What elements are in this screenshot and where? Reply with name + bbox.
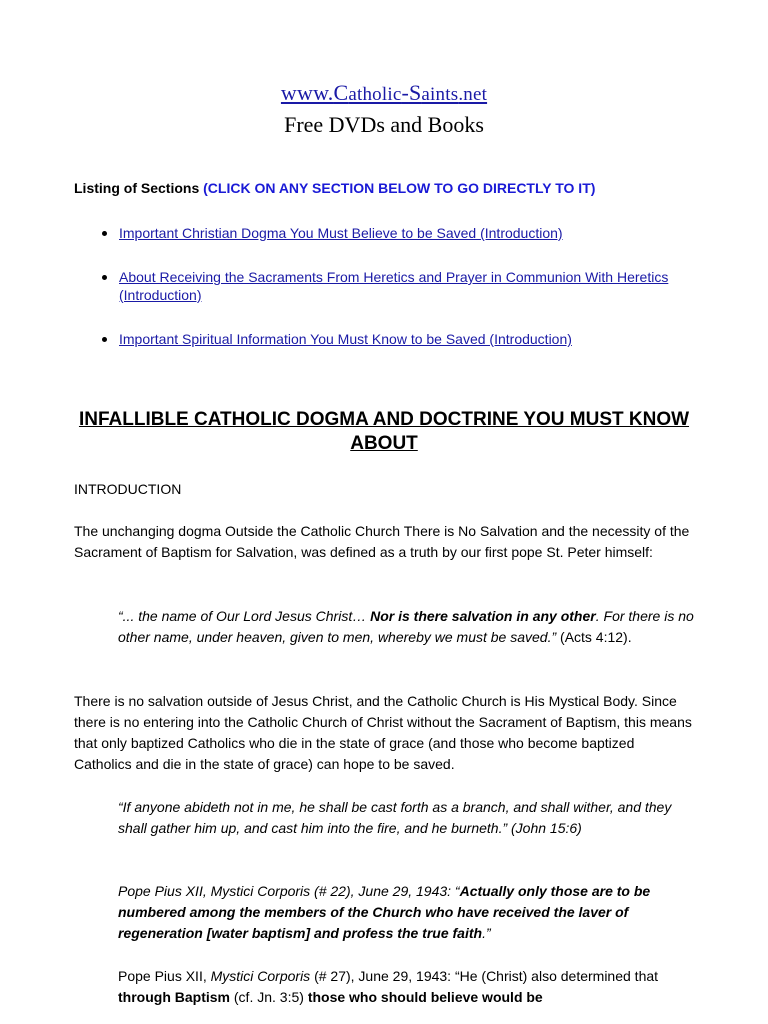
quote-acts [118,606,694,648]
site-subtitle: Free DVDs and Books [284,112,484,137]
list-item [74,268,694,304]
site-net: .net [458,84,488,105]
quote-acts-ref: (Acts 4:12). [556,629,632,645]
quote-pius-27-a: Pope Pius XII, [118,968,211,984]
site-prefix: www. [280,80,334,105]
site-c: C [333,80,349,105]
site-dash: - [401,80,409,105]
site-s: S [408,80,422,105]
site-header [0,80,768,138]
quote-acts-a: “... the name of Our Lord Jesus Christ… [118,608,371,624]
quote-pius-27-d: through Baptism [118,989,230,1005]
quote-pius-27-b: Mystici Corporis [210,968,311,984]
section-link-sacraments[interactable]: About Receiving the Sacraments From Heretics and Prayer in Communion With Heretics (Introduction) [119,269,669,303]
paragraph-2: There is no salvation outside of Jesus Christ, and the Catholic Church is His Mystical Body. Since there is no entering into the Catholic Church of Christ without the Sacrament of Baptism, this means that only baptized Catholics who die in the state of grace (and those who become baptized Catholics and die in the state of grace) can hope to be saved. [74,693,692,772]
quote-pius-22-a: Pope Pius XII, Mystici Corporis (# 22), June 29, 1943: “ [118,883,460,899]
site-aints: aints [421,84,459,105]
paragraph-1: The unchanging dogma Outside the Catholic Church There is No Salvation and the necessity of the Sacrament of Baptism for Salvation, was defined as a truth by our first pope St. Peter himself: [74,523,690,560]
listing-label: Listing of Sections [74,180,200,196]
quote-john: “If anyone abideth not in me, he shall be cast forth as a branch, and shall wither, and they shall gather him up, and cast him into the fire, and he burneth.” (John 15:6) [118,799,672,836]
quote-acts-c: . For there is no other name, under heaven, given to men, whereby we must be saved.” [118,608,694,645]
listing-heading [74,180,595,196]
bullet-icon [102,337,107,342]
quote-acts-b: Nor is there salvation in any other [370,608,596,624]
section-link-dogma[interactable]: Important Christian Dogma You Must Believe to be Saved (Introduction) [119,225,563,241]
section-link-spiritual[interactable]: Important Spiritual Information You Must Know to be Saved (Introduction) [119,331,572,347]
quote-pius-27 [118,966,694,1008]
quote-pius-22-c: .” [482,925,491,941]
list-item [74,224,694,242]
main-heading: INFALLIBLE CATHOLIC DOGMA AND DOCTRINE YOU MUST KNOW ABOUT [78,409,690,454]
intro-label: INTRODUCTION [74,481,182,497]
section-list [74,224,694,374]
quote-pius-27-f: those who should believe would be [307,989,543,1005]
quote-pius-27-e: (cf. Jn. 3:5) [230,989,308,1005]
listing-hint: (CLICK ON ANY SECTION BELOW TO GO DIRECTLY TO IT) [203,180,596,196]
bullet-icon [102,231,107,236]
site-link[interactable] [281,80,487,106]
list-item [74,330,694,348]
quote-pius-27-c: (# 27), June 29, 1943: “He (Christ) also determined that [310,968,659,984]
quote-pius-22-b: Actually only those are to be numbered among the members of the Church who have received the laver of regeneration [water baptism] and profess the true faith [118,883,651,941]
quote-pius-22 [118,881,694,944]
site-atholic: atholic [348,84,402,105]
bullet-icon [102,275,107,280]
